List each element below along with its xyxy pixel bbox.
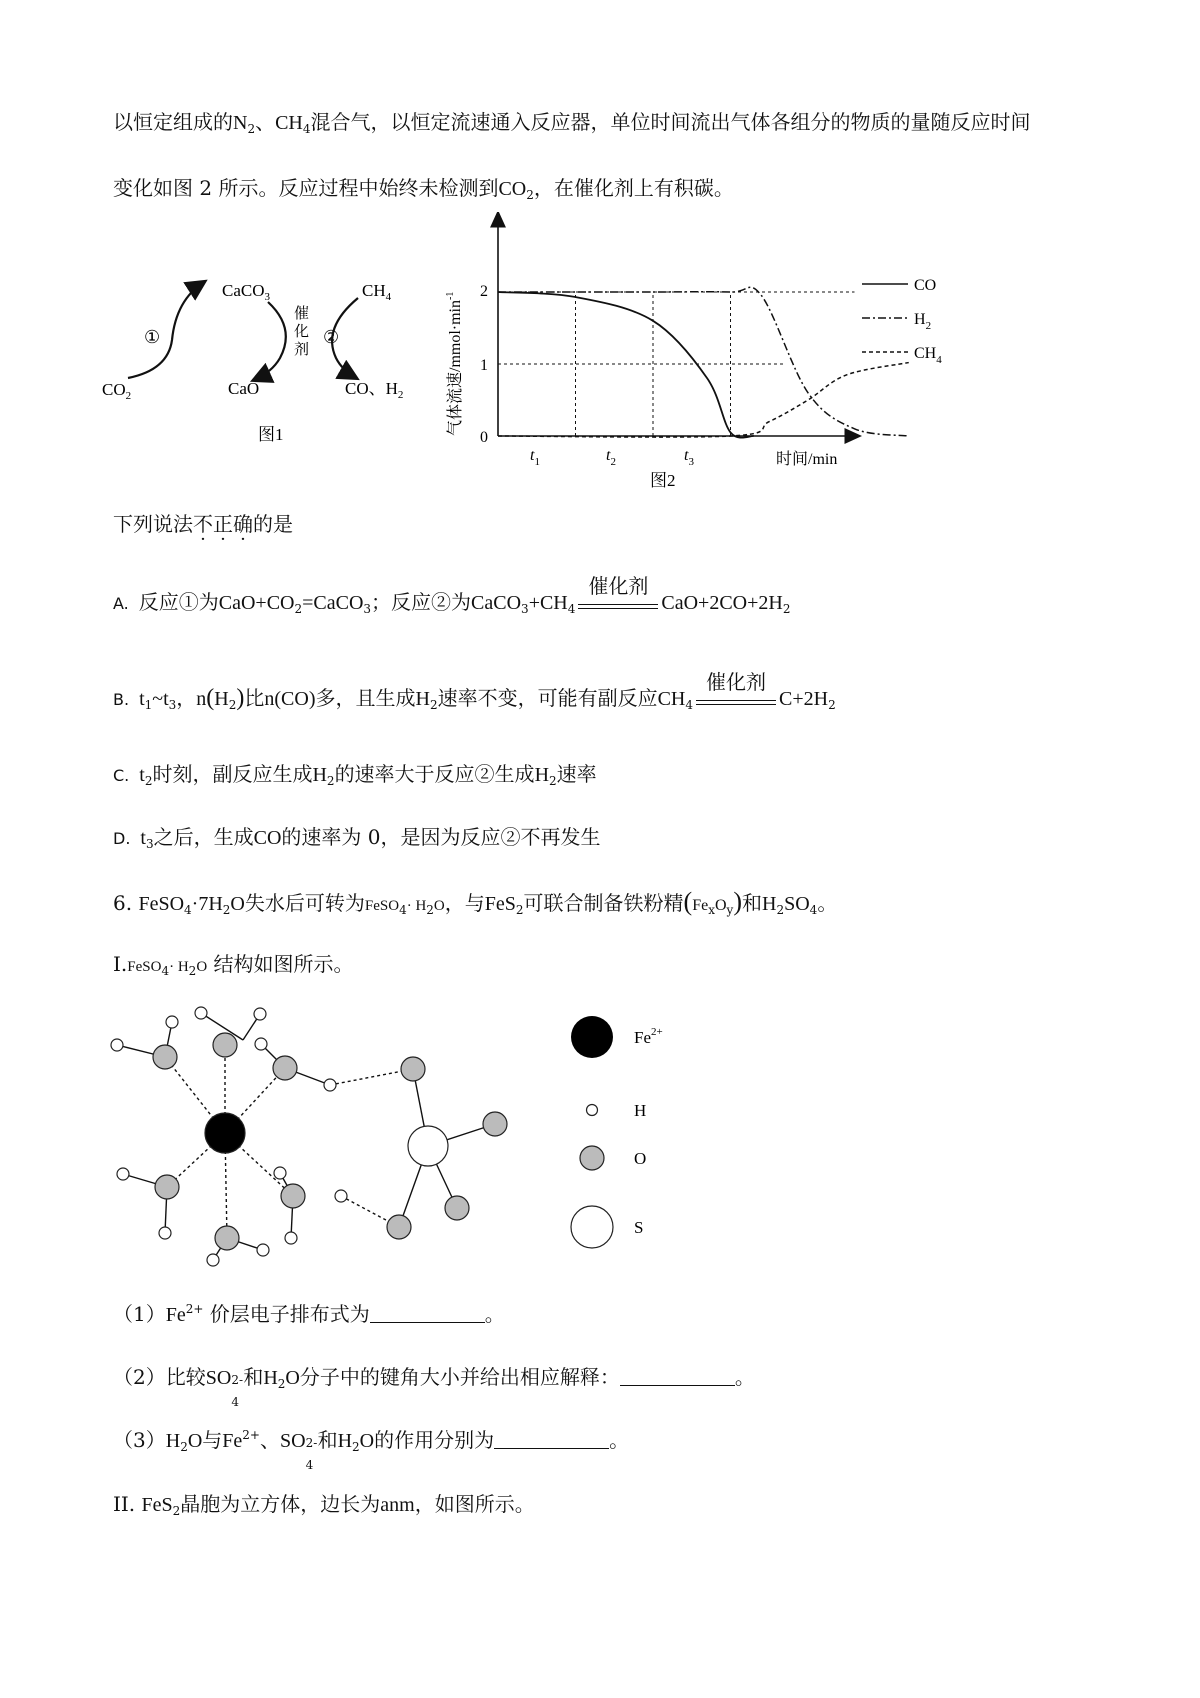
question-6: 6. $FeSO_4\cdot 7H_2O$失水后可转为FeSO$_4$· $H_2O$，与FeS$_2$可联合制备铁粉精$(Fe_xO_y)$和$H_2SO_4$。 <box>113 887 838 917</box>
chart-series <box>498 287 909 437</box>
option-c[interactable]: C. $t_2$时刻，副反应生成$H_2$的速率大于反应②生成$H_2$速率 <box>113 762 597 788</box>
figure-2-caption: 图2 <box>650 471 676 490</box>
y-tick-1: 1 <box>480 357 488 374</box>
legend-label-h2: $H_2$ <box>914 311 932 332</box>
arrow-co2-to-caco3 <box>128 282 204 378</box>
intro-line-2: 变化如图 2 所示。反应过程中始终未检测到$CO_2$，在催化剂上有积碳。 <box>113 176 734 202</box>
arrow-caco3-to-cao <box>254 302 286 380</box>
answer-blank-3[interactable] <box>494 1430 609 1449</box>
ch4-label: $CH_4$ <box>362 281 392 303</box>
legend-h-ball <box>587 1105 598 1116</box>
sub-question-3: $(3)H_2O$与$Fe^{2+}$、SO 2- 4 和$H_2O$的作用分别为 。 <box>113 1428 630 1472</box>
legend-fe2plus-label: $Fe^{2+}$ <box>634 1026 663 1047</box>
x-tick-t2: $t_2$ <box>606 447 616 468</box>
chart-gridlines <box>498 292 855 436</box>
legend-o-ball <box>580 1146 604 1170</box>
legend-s-label: S <box>634 1218 644 1237</box>
option-d[interactable]: D. $t_3$之后，生成CO的速率为 0，是因为反应②不再发生 <box>113 825 601 851</box>
option-b[interactable]: B. $t_1\sim t_3$，$n(H_2)$比n(CO)多，且生成$H_2$速率不变，可能有副反应$CH_4$ 催化剂 $C+2H_2$ <box>113 670 836 712</box>
y-tick-0: 0 <box>480 429 488 446</box>
series-line-h2 <box>498 287 909 436</box>
products-label: CO、$H_2$ <box>345 379 404 401</box>
figure-1-reaction-cycle <box>100 240 440 450</box>
part-1-heading: I.FeSO$_4$· $H_2O$ 结构如图所示。 <box>113 952 354 978</box>
figure-1-caption: 图1 <box>258 425 284 444</box>
intro-line-1: 以恒定组成的$N_2$、$CH_4$混合气，以恒定流速通入反应器，单位时间流出气体各组分的物质的量随反应时间 <box>113 110 1031 136</box>
cao-label: CaO <box>228 379 260 398</box>
step-1-label: ① <box>144 327 161 347</box>
catalyst-char-3: 剂 <box>294 342 310 358</box>
x-tick-t1: $t_1$ <box>530 447 540 468</box>
caco3-label: CaCO$_3$ <box>222 281 270 303</box>
step-2-label: ② <box>323 327 340 347</box>
series-line-co <box>498 292 754 438</box>
legend-h-label: H <box>634 1101 647 1120</box>
option-a[interactable]: A. 反应①为$CaO+CO_2=CaCO_3$；反应②为$CaCO_3+CH_4$ 催化剂 $CaO+2CO+2H_2$ <box>113 574 791 616</box>
sub-question-2: （2）比较SO 2- 4 和$H_2O$分子中的键角大小并给出相应解释： 。 <box>113 1365 755 1409</box>
legend-label-co: CO <box>914 277 937 294</box>
catalyst-char-2: 化 <box>294 324 310 340</box>
catalyst-equals-b: 催化剂 <box>696 696 776 705</box>
question-stem: 下列说法不正确的是 <box>113 512 293 536</box>
co2-label: $CO_2$ <box>102 380 132 402</box>
sub-question-1: $(1)Fe^{2+}$ 价层电子排布式为 。 <box>113 1302 505 1326</box>
part-2-heading: II. FeS$_2$晶胞为立方体，边长为anm，如图所示。 <box>113 1492 535 1518</box>
y-tick-2: 2 <box>480 283 488 300</box>
legend-label-ch4: $CH_4$ <box>914 345 942 366</box>
catalyst-equals-a: 催化剂 <box>578 600 658 609</box>
x-axis-label: 时间/min <box>776 451 838 468</box>
x-tick-t3: $t_3$ <box>684 447 694 468</box>
legend-s-ball <box>571 1206 613 1248</box>
answer-blank-1[interactable] <box>370 1304 485 1323</box>
legend-fe2plus-ball <box>571 1016 613 1058</box>
legend-o-label: O <box>634 1149 647 1168</box>
catalyst-char-1: 催 <box>294 306 310 322</box>
feso4-h2o-structure <box>105 1000 545 1270</box>
figure-2-chart <box>430 212 970 502</box>
y-axis-label: 气体流速$/mmol\cdot\min^{-1}$ <box>445 291 464 436</box>
answer-blank-2[interactable] <box>620 1367 735 1386</box>
structure-legend <box>570 1015 690 1265</box>
